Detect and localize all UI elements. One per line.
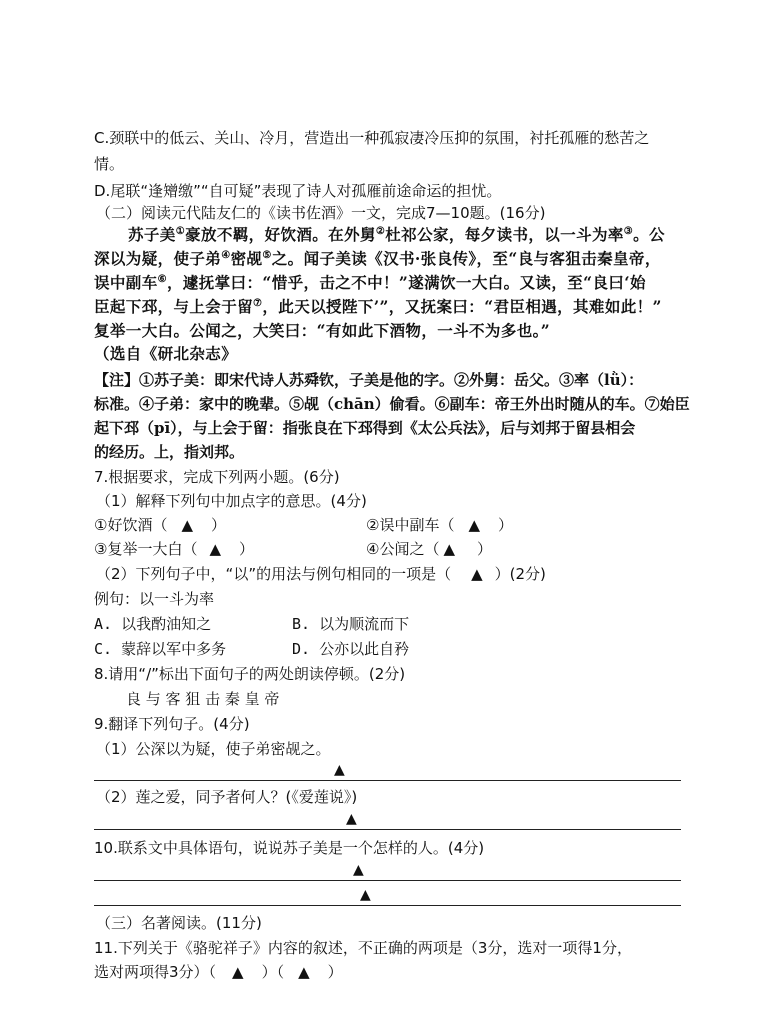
answer-line[interactable] <box>94 829 681 830</box>
section-3-heading: （三）名著阅读。(11分) <box>96 914 262 932</box>
q7-item-1: ①好饮酒（ ▲ ） <box>94 516 227 534</box>
answer-blank[interactable]: ▲ <box>468 516 480 534</box>
notes-line-2: 标准。④子弟：家中的晚辈。⑤觇（chān）偷看。⑥副车：帝王外出时随从的车。⑦始臣 <box>94 395 690 413</box>
q7-item-2: ②误中副车（ ▲ ） <box>366 516 514 534</box>
passage-line-2: 深以为疑，使子弟④密觇⑤之。闻子美读《汉书·张良传》，至“良与客狙击秦皇帝， <box>94 249 661 268</box>
passage-line-1: 苏子美①豪放不羁，好饮酒。在外舅②杜祁公家，每夕读书，以一斗为率③。公 <box>128 225 665 244</box>
q7-choice-c: C. 蒙辞以军中多务 <box>94 640 227 658</box>
answer-mark[interactable]: ▲ <box>360 887 371 903</box>
answer-mark[interactable]: ▲ <box>334 762 345 778</box>
q8-title: 8.请用“/”标出下面句子的两处朗读停顿。(2分) <box>94 665 406 683</box>
answer-mark[interactable]: ▲ <box>353 862 364 878</box>
q7-choice-b: B. 以为顺流而下 <box>292 615 410 633</box>
q7-choice-a: A. 以我酌油知之 <box>94 615 212 633</box>
passage-source: （选自《研北杂志》 <box>94 344 238 363</box>
q7-title: 7.根据要求，完成下列两小题。(6分) <box>94 468 340 486</box>
passage-line-4: 臣起下邳，与上会于留⑦，此天以授陛下’”，又抚案曰：“君臣相遇，其难如此！” <box>94 297 662 316</box>
answer-blank[interactable]: ▲ <box>471 565 483 583</box>
option-c-line1: C.颈联中的低云、关山、冷月，营造出一种孤寂凄冷压抑的氛围，衬托孤雁的愁苦之 <box>94 129 650 147</box>
q8-sentence: 良 与 客 狙 击 秦 皇 帝 <box>126 690 280 708</box>
q9-sentence-2: （2）莲之爱，同予者何人？(《爱莲说》) <box>96 788 358 806</box>
q11-line-2: 选对两项得3分）（ ▲ ）（ ▲ ） <box>94 963 343 981</box>
passage-line-3: 误中副车⑥，遽抚掌曰：“惜乎，击之不中！”遂满饮一大白。又读，至“良曰‘始 <box>94 273 646 292</box>
q7-sub1: （1）解释下列句中加点字的意思。(4分) <box>96 492 367 510</box>
answer-blank[interactable]: ▲ <box>443 540 455 558</box>
answer-blank[interactable]: ▲ <box>232 963 244 981</box>
q7-item-4: ④公闻之（ ▲ ） <box>366 540 493 558</box>
answer-blank[interactable]: ▲ <box>298 963 310 981</box>
notes-line-1: 【注】①苏子美：即宋代诗人苏舜钦，子美是他的字。②外舅：岳父。③率（lǜ）： <box>94 371 644 389</box>
answer-line[interactable] <box>94 880 681 881</box>
answer-blank[interactable]: ▲ <box>209 540 221 558</box>
q7-choice-d: D. 公亦以此自矜 <box>292 640 410 658</box>
notes-line-4: 的经历。上，指刘邦。 <box>94 443 245 461</box>
section-2-heading: （二）阅读元代陆友仁的《读书佐酒》一文，完成7—10题。(16分) <box>96 204 546 222</box>
q9-title: 9.翻译下列句子。(4分) <box>94 715 250 733</box>
answer-mark[interactable]: ▲ <box>346 811 357 827</box>
q11-line-1: 11.下列关于《骆驼祥子》内容的叙述，不正确的两项是（3分，选对一项得1分， <box>94 939 632 957</box>
notes-line-3: 起下邳（pī），与上会于留：指张良在下邳得到《太公兵法》，后与刘邦于留县相会 <box>94 419 636 437</box>
answer-blank[interactable]: ▲ <box>181 516 193 534</box>
q9-sentence-1: （1）公深以为疑，使子弟密觇之。 <box>96 740 331 758</box>
q10-title: 10.联系文中具体语句，说说苏子美是一个怎样的人。(4分) <box>94 839 485 857</box>
q7-example: 例句：以一斗为率 <box>94 590 215 608</box>
q7-sub2: （2）下列句子中，“以”的用法与例句相同的一项是（ ▲ ）(2分) <box>96 565 546 583</box>
option-c-line2: 情。 <box>94 155 125 173</box>
option-d: D.尾联“逢矰缴”“自可疑”表现了诗人对孤雁前途命运的担忧。 <box>94 182 502 200</box>
q7-item-3: ③复举一大白（ ▲ ） <box>94 540 255 558</box>
answer-line[interactable] <box>94 780 681 781</box>
answer-line[interactable] <box>94 905 681 906</box>
passage-line-5: 复举一大白。公闻之，大笑曰：“有如此下酒物，一斗不为多也。” <box>94 321 551 340</box>
